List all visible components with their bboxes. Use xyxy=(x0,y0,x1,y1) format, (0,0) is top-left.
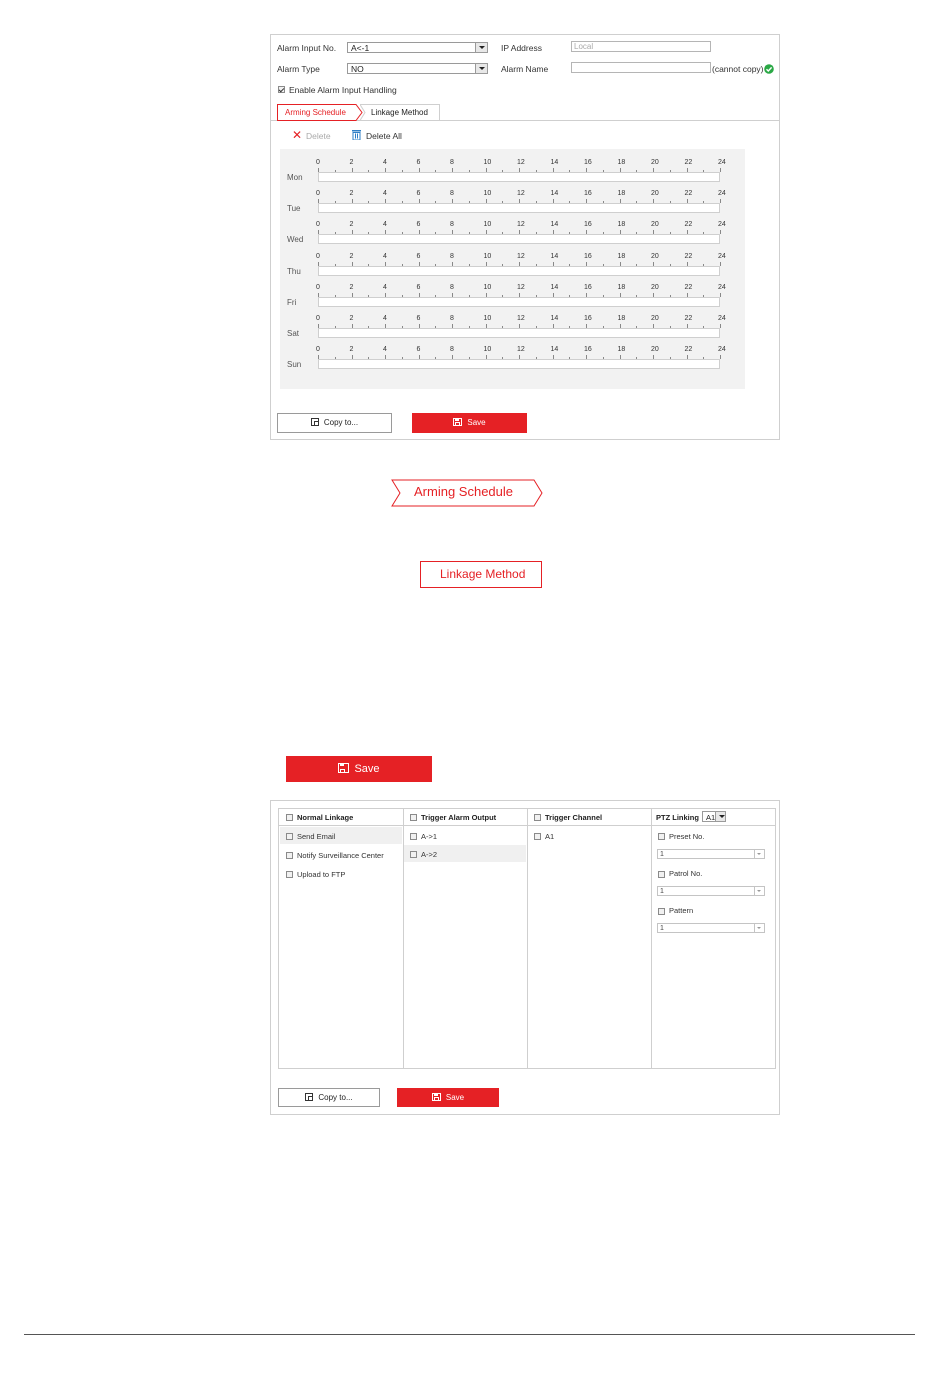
hour-tick-label: 6 xyxy=(416,283,421,291)
trigger-channel-checkbox[interactable] xyxy=(534,814,541,821)
hour-tick-label: 24 xyxy=(718,221,726,229)
hour-tick-label: 12 xyxy=(517,221,525,229)
hour-tick-label: 6 xyxy=(416,346,421,354)
day-label: Mon xyxy=(287,173,303,182)
hour-tick-label: 22 xyxy=(684,159,693,166)
cannot-copy-note: (cannot copy) xyxy=(712,64,764,74)
hour-tick-label: 12 xyxy=(517,190,525,198)
preset-no-select[interactable]: 1 xyxy=(657,849,765,859)
alarm-output-1-checkbox[interactable] xyxy=(410,833,417,840)
day-schedule-bar[interactable] xyxy=(318,266,720,276)
hour-tick-label: 0 xyxy=(316,190,320,198)
hour-tick-label: 22 xyxy=(684,190,693,198)
send-email-checkbox[interactable] xyxy=(286,833,293,840)
normal-linkage-checkbox[interactable] xyxy=(286,814,293,821)
hour-tick-label: 8 xyxy=(450,190,454,198)
chevron-down-icon xyxy=(754,924,764,932)
hour-tick-label: 10 xyxy=(483,159,492,166)
hour-tick-label: 12 xyxy=(517,315,525,322)
hour-tick-label: 16 xyxy=(584,315,592,322)
arming-schedule-panel xyxy=(270,34,780,440)
hour-tick-label: 0 xyxy=(316,221,320,229)
hour-tick-label: 18 xyxy=(617,221,626,229)
chevron-down-icon xyxy=(754,887,764,895)
standalone-save-button[interactable]: Save xyxy=(286,756,432,782)
hour-tick-label: 16 xyxy=(584,221,592,229)
hour-tick-label: 14 xyxy=(550,315,559,322)
hour-tick-label: 16 xyxy=(584,283,592,291)
copy-to-button[interactable]: Copy to... xyxy=(277,413,392,433)
channel-a1-checkbox[interactable] xyxy=(534,833,541,840)
day-label: Sat xyxy=(287,329,300,338)
hour-tick-label: 12 xyxy=(517,346,525,354)
hour-tick-label: 4 xyxy=(383,283,387,291)
hour-tick-label: 6 xyxy=(416,159,421,166)
day-label: Sun xyxy=(287,360,302,370)
hour-tick-label: 18 xyxy=(617,190,626,198)
hour-tick-label: 14 xyxy=(550,190,559,198)
notify-center-checkbox[interactable] xyxy=(286,852,293,859)
hour-tick-label: 6 xyxy=(416,190,421,198)
hour-tick-label: 10 xyxy=(483,190,492,198)
alarm-name-field[interactable] xyxy=(571,62,711,73)
hour-tick-label: 4 xyxy=(383,190,387,198)
hour-tick-label: 2 xyxy=(349,190,354,198)
hour-tick-label: 16 xyxy=(584,190,592,198)
hour-tick-label: 20 xyxy=(651,315,659,322)
hour-tick-label: 10 xyxy=(483,315,492,322)
hour-tick-label: 2 xyxy=(349,283,354,291)
hour-tick-label: 22 xyxy=(684,283,693,291)
linkage-method-tab-label: Linkage Method xyxy=(440,567,526,581)
trigger-channel-header: Trigger Channel xyxy=(545,813,603,822)
pattern-label: Pattern xyxy=(669,906,694,915)
alarm-output-2-checkbox[interactable] xyxy=(410,851,417,858)
hour-tick-label: 8 xyxy=(450,283,454,291)
hour-tick-label: 10 xyxy=(483,252,492,260)
hour-tick-label: 0 xyxy=(316,159,320,166)
hour-tick-label: 10 xyxy=(483,346,492,354)
hour-tick-label: 14 xyxy=(550,346,559,354)
chevron-down-icon xyxy=(754,850,764,858)
hour-tick-mark xyxy=(720,355,721,359)
alarm-output-1-label: A->1 xyxy=(421,832,438,841)
hour-tick-mark xyxy=(720,262,721,266)
hour-tick-label: 18 xyxy=(617,252,626,260)
copy-icon xyxy=(305,1093,313,1101)
hour-tick-label: 24 xyxy=(718,252,726,260)
normal-linkage-column xyxy=(279,809,404,1068)
hour-tick-label: 12 xyxy=(517,283,525,291)
alarm-type-select[interactable]: NO xyxy=(347,63,488,74)
hour-tick-label: 22 xyxy=(684,315,693,322)
hour-tick-label: 12 xyxy=(517,159,525,166)
check-circle-icon xyxy=(764,64,774,74)
hour-tick-label: 24 xyxy=(718,346,726,354)
hour-tick-label: 6 xyxy=(416,252,421,260)
hour-tick-label: 22 xyxy=(684,346,693,354)
hour-tick-label: 16 xyxy=(584,346,592,354)
hour-tick-mark xyxy=(720,293,721,297)
ip-address-field[interactable]: Local xyxy=(571,41,711,52)
copy-icon xyxy=(311,418,319,426)
save-button[interactable]: Save xyxy=(412,413,527,433)
hour-tick-mark xyxy=(720,230,721,234)
save-button[interactable]: Save xyxy=(397,1088,499,1107)
alarm-input-no-select[interactable]: A<-1 xyxy=(347,42,488,53)
hour-tick-label: 20 xyxy=(651,346,659,354)
hour-tick-label: 0 xyxy=(316,252,320,260)
hour-tick-label: 4 xyxy=(383,346,387,354)
hour-tick-label: 2 xyxy=(349,315,354,322)
tab-arming-schedule-label: Arming Schedule xyxy=(285,108,346,117)
copy-to-button[interactable]: Copy to... xyxy=(278,1088,380,1107)
patrol-no-select[interactable]: 1 xyxy=(657,886,765,896)
day-label: Wed xyxy=(287,235,304,245)
hour-tick-label: 8 xyxy=(450,252,454,260)
enable-alarm-label: Enable Alarm Input Handling xyxy=(289,85,397,95)
hour-tick-label: 14 xyxy=(550,221,559,229)
hour-tick-label: 20 xyxy=(651,190,659,198)
day-label: Fri xyxy=(287,297,297,307)
hour-tick-label: 8 xyxy=(450,315,454,322)
chevron-down-icon xyxy=(475,43,487,52)
hour-tick-label: 4 xyxy=(383,221,387,229)
preset-no-checkbox[interactable] xyxy=(658,833,665,840)
hour-tick-label: 24 xyxy=(718,159,726,166)
hour-tick-label: 8 xyxy=(450,159,454,166)
footer-divider xyxy=(24,1334,915,1335)
day-schedule-bar[interactable] xyxy=(318,328,720,338)
hour-tick-label: 10 xyxy=(483,283,492,291)
hour-tick-label: 4 xyxy=(383,315,387,322)
schedule-grid xyxy=(280,149,745,389)
trigger-alarm-output-checkbox[interactable] xyxy=(410,814,417,821)
hour-tick-label: 22 xyxy=(684,221,693,229)
normal-linkage-header: Normal Linkage xyxy=(297,813,354,822)
ip-address-label: IP Address xyxy=(501,43,542,53)
hour-tick-label: 8 xyxy=(450,346,454,354)
hour-tick-label: 2 xyxy=(349,252,354,260)
pattern-select[interactable]: 1 xyxy=(657,923,765,933)
day-schedule-bar[interactable] xyxy=(318,172,720,182)
hour-tick-mark xyxy=(720,168,721,172)
hour-tick-label: 4 xyxy=(383,159,387,166)
arming-schedule-tab-label: Arming Schedule xyxy=(414,484,513,499)
hour-tick-label: 16 xyxy=(584,252,592,260)
chevron-down-icon xyxy=(715,812,725,821)
hour-tick-label: 14 xyxy=(550,252,559,260)
hour-tick-label: 20 xyxy=(651,283,659,291)
hour-tick-label: 0 xyxy=(316,346,320,354)
hour-tick-label: 18 xyxy=(617,159,626,166)
hour-tick-label: 20 xyxy=(651,221,659,229)
hour-tick-label: 24 xyxy=(718,283,726,291)
hour-tick-label: 2 xyxy=(349,159,354,166)
send-email-label: Send Email xyxy=(297,832,336,841)
day-label: Thu xyxy=(287,266,301,276)
hour-tick-label: 0 xyxy=(316,283,320,291)
hour-tick-label: 18 xyxy=(617,346,626,354)
delete-button[interactable]: Delete xyxy=(306,131,331,141)
hour-tick-label: 20 xyxy=(651,252,659,260)
ptz-linking-header: PTZ Linking xyxy=(656,813,699,822)
upload-ftp-label: Upload to FTP xyxy=(297,870,346,879)
alarm-output-2-label: A->2 xyxy=(421,850,438,859)
hour-tick-label: 0 xyxy=(316,315,320,322)
patrol-no-checkbox[interactable] xyxy=(658,871,665,878)
alarm-type-label: Alarm Type xyxy=(277,64,320,74)
hour-tick-mark xyxy=(720,324,721,328)
hour-tick-label: 2 xyxy=(349,221,354,229)
day-schedule-bar[interactable] xyxy=(318,234,720,244)
upload-ftp-checkbox[interactable] xyxy=(286,871,293,878)
hour-tick-label: 6 xyxy=(416,221,421,229)
hour-tick-label: 18 xyxy=(617,315,626,322)
hour-tick-label: 4 xyxy=(383,252,387,260)
hour-tick-label: 16 xyxy=(584,159,592,166)
patrol-no-label: Patrol No. xyxy=(669,869,703,878)
alarm-name-label: Alarm Name xyxy=(501,64,549,74)
enable-alarm-checkbox[interactable] xyxy=(278,86,285,93)
hour-tick-label: 22 xyxy=(684,252,693,260)
delete-all-button[interactable]: Delete All xyxy=(366,131,402,141)
linkage-table xyxy=(278,808,776,1069)
linkage-method-panel xyxy=(270,800,780,1115)
day-schedule-bar[interactable] xyxy=(318,203,720,213)
chevron-down-icon xyxy=(475,64,487,73)
save-icon xyxy=(432,1093,441,1101)
pattern-checkbox[interactable] xyxy=(658,908,665,915)
hour-tick-mark xyxy=(720,199,721,203)
preset-no-label: Preset No. xyxy=(669,832,705,841)
ptz-channel-select[interactable]: A1 xyxy=(702,811,726,822)
hour-tick-label: 8 xyxy=(450,221,454,229)
alarm-input-no-label: Alarm Input No. xyxy=(277,43,337,53)
save-icon xyxy=(453,418,462,426)
notify-center-label: Notify Surveillance Center xyxy=(297,851,384,860)
close-icon: ✕ xyxy=(292,128,303,142)
tab-linkage-method-label: Linkage Method xyxy=(371,108,428,117)
hour-tick-label: 20 xyxy=(651,159,659,166)
trigger-channel-column xyxy=(527,809,652,1068)
day-label: Tue xyxy=(287,204,301,214)
hour-tick-label: 12 xyxy=(517,252,525,260)
hour-tick-label: 18 xyxy=(617,283,626,291)
hour-tick-label: 24 xyxy=(718,315,726,322)
hour-tick-label: 10 xyxy=(483,221,492,229)
day-schedule-bar[interactable] xyxy=(318,359,720,369)
trigger-alarm-output-header: Trigger Alarm Output xyxy=(421,813,497,822)
hour-tick-label: 6 xyxy=(416,315,421,322)
day-schedule-bar[interactable] xyxy=(318,297,720,307)
hour-tick-label: 14 xyxy=(550,283,559,291)
hour-tick-label: 2 xyxy=(349,346,354,354)
save-icon xyxy=(338,763,349,773)
trash-icon xyxy=(352,130,361,140)
channel-a1-label: A1 xyxy=(545,832,555,841)
hour-tick-label: 14 xyxy=(550,159,559,166)
hour-tick-label: 24 xyxy=(718,190,726,198)
